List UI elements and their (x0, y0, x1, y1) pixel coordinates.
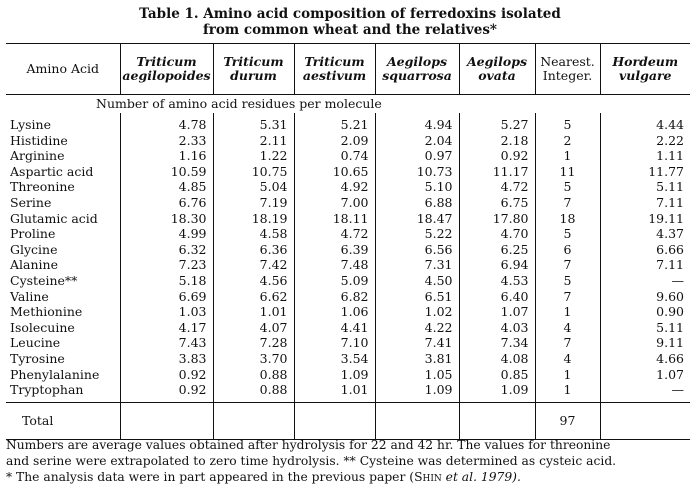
header-triticum-aegilopoides: Triticum aegilopoides (120, 44, 213, 95)
table-body (6, 95, 690, 440)
value-cell: 6.40 (459, 289, 535, 305)
value-cell: 0.92 (120, 367, 213, 383)
table-row (6, 382, 690, 402)
total-label: Total (6, 402, 120, 439)
value-cell: 7.10 (294, 335, 375, 351)
nearest-integer-cell: 7 (535, 257, 600, 273)
value-cell: 7.28 (213, 335, 294, 351)
value-cell: 3.70 (213, 351, 294, 367)
value-cell: 9.11 (600, 335, 690, 351)
value-cell: 4.99 (120, 226, 213, 242)
value-cell: 1.07 (600, 367, 690, 383)
table-row (6, 179, 690, 195)
nearest-integer-cell: 2 (535, 133, 600, 149)
value-cell: 1.11 (600, 148, 690, 164)
value-cell: 6.32 (120, 242, 213, 258)
value-cell: 5.10 (375, 179, 459, 195)
value-cell: 0.74 (294, 148, 375, 164)
value-cell: 5.18 (120, 273, 213, 289)
table-row (6, 211, 690, 227)
nearest-integer-cell: 5 (535, 179, 600, 195)
value-cell: 2.18 (459, 133, 535, 149)
nearest-integer-cell: 11 (535, 164, 600, 180)
value-cell: 0.88 (213, 382, 294, 402)
amino-acid-name: Tryptophan (10, 382, 84, 398)
table-row (6, 242, 690, 258)
table-row (6, 226, 690, 242)
value-cell: 6.88 (375, 195, 459, 211)
table-row (6, 335, 690, 351)
amino-acid-name: Methionine (10, 304, 83, 320)
value-cell: 11.77 (600, 164, 690, 180)
amino-acid-name: Phenylalanine (10, 366, 100, 382)
value-cell: 1.09 (375, 382, 459, 402)
value-cell: 1.06 (294, 304, 375, 320)
value-cell: 5.21 (294, 113, 375, 133)
header-aegilops-squarrosa: Aegilops squarrosa (375, 44, 459, 95)
value-cell: 5.31 (213, 113, 294, 133)
value-cell: 5.22 (375, 226, 459, 242)
value-cell: 6.75 (459, 195, 535, 211)
value-cell: 2.11 (213, 133, 294, 149)
header-aegilops-ovata: Aegilops ovata (459, 44, 535, 95)
value-cell: — (600, 382, 690, 402)
amino-acid-name: Serine (10, 194, 52, 210)
total-cell (459, 402, 535, 439)
table-row (6, 257, 690, 273)
value-cell: 2.04 (375, 133, 459, 149)
value-cell: 4.72 (459, 179, 535, 195)
value-cell: 6.36 (213, 242, 294, 258)
value-cell: 1.09 (294, 367, 375, 383)
value-cell: 5.11 (600, 320, 690, 336)
value-cell: 19.11 (600, 211, 690, 227)
value-cell: 6.66 (600, 242, 690, 258)
value-cell: 1.07 (459, 304, 535, 320)
value-cell: 7.31 (375, 257, 459, 273)
value-cell: 7.19 (213, 195, 294, 211)
value-cell: 11.17 (459, 164, 535, 180)
value-cell: 2.09 (294, 133, 375, 149)
table-row (6, 113, 690, 133)
value-cell: 1.05 (375, 367, 459, 383)
total-cell: 97 (535, 402, 600, 439)
nearest-integer-cell: 18 (535, 211, 600, 227)
table-row (6, 320, 690, 336)
value-cell: 6.51 (375, 289, 459, 305)
value-cell: 0.92 (459, 148, 535, 164)
value-cell: 4.07 (213, 320, 294, 336)
amino-acid-name: Glutamic acid (10, 210, 98, 226)
nearest-integer-cell: 4 (535, 320, 600, 336)
value-cell: 1.01 (294, 382, 375, 402)
value-cell: 1.22 (213, 148, 294, 164)
value-cell: 4.78 (120, 113, 213, 133)
value-cell: 0.90 (600, 304, 690, 320)
amino-acid-name: Tyrosine (10, 350, 65, 366)
table-row (6, 304, 690, 320)
value-cell: 6.62 (213, 289, 294, 305)
value-cell: 7.11 (600, 195, 690, 211)
value-cell: 5.27 (459, 113, 535, 133)
table-row (6, 133, 690, 149)
value-cell: 6.94 (459, 257, 535, 273)
nearest-integer-cell: 5 (535, 113, 600, 133)
total-cell (213, 402, 294, 439)
value-cell: 10.59 (120, 164, 213, 180)
nearest-integer-cell: 1 (535, 382, 600, 402)
value-cell: 6.76 (120, 195, 213, 211)
amino-acid-name: Histidine (10, 132, 68, 148)
subheader-text: Number of amino acid residues per molecule (96, 96, 382, 111)
total-cell (600, 402, 690, 439)
value-cell: 7.00 (294, 195, 375, 211)
value-cell: 3.83 (120, 351, 213, 367)
amino-acid-table (6, 43, 690, 440)
footnotes (6, 437, 696, 485)
value-cell: 6.82 (294, 289, 375, 305)
value-cell: 6.69 (120, 289, 213, 305)
value-cell: 4.53 (459, 273, 535, 289)
nearest-integer-cell: 5 (535, 226, 600, 242)
value-cell: 6.56 (375, 242, 459, 258)
footnote-line-1: Numbers are average values obtained after hydrolysis for 22 and 42 hr. The values for threonine (6, 438, 611, 452)
header-nearest-integer: Nearest. Integer. (535, 44, 600, 95)
total-cell (375, 402, 459, 439)
value-cell: 1.09 (459, 382, 535, 402)
value-cell: 5.09 (294, 273, 375, 289)
value-cell: 4.44 (600, 113, 690, 133)
value-cell: 7.41 (375, 335, 459, 351)
value-cell: 4.17 (120, 320, 213, 336)
value-cell: 10.73 (375, 164, 459, 180)
value-cell: 4.56 (213, 273, 294, 289)
value-cell: 4.50 (375, 273, 459, 289)
nearest-integer-cell: 6 (535, 242, 600, 258)
header-amino-acid: Amino Acid (6, 44, 120, 95)
value-cell: 18.11 (294, 211, 375, 227)
footnote-author: Shin (414, 470, 442, 484)
value-cell: 0.85 (459, 367, 535, 383)
amino-acid-name: Alanine (10, 257, 58, 273)
value-cell: 0.97 (375, 148, 459, 164)
caption-line-1: Table 1. Amino acid composition of ferredoxins isolated (139, 6, 561, 22)
value-cell: 7.48 (294, 257, 375, 273)
table-row (6, 164, 690, 180)
nearest-integer-cell: 1 (535, 367, 600, 383)
nearest-integer-cell: 7 (535, 335, 600, 351)
value-cell: 17.80 (459, 211, 535, 227)
value-cell: 7.43 (120, 335, 213, 351)
value-cell: 0.88 (213, 367, 294, 383)
value-cell: 4.92 (294, 179, 375, 195)
table-row (6, 367, 690, 383)
amino-acid-name: Cysteine** (10, 272, 78, 288)
value-cell: 1.16 (120, 148, 213, 164)
value-cell: 1.03 (120, 304, 213, 320)
value-cell: — (600, 273, 690, 289)
value-cell: 4.85 (120, 179, 213, 195)
value-cell: 4.41 (294, 320, 375, 336)
value-cell: 7.34 (459, 335, 535, 351)
nearest-integer-cell: 1 (535, 304, 600, 320)
value-cell: 10.65 (294, 164, 375, 180)
amino-acid-name: Threonine (10, 179, 75, 195)
value-cell: 1.01 (213, 304, 294, 320)
table-header-row (6, 44, 690, 95)
amino-acid-name: Arginine (10, 148, 65, 164)
value-cell: 4.37 (600, 226, 690, 242)
amino-acid-name: Valine (10, 288, 49, 304)
caption-line-2: from common wheat and the relatives* (202, 22, 497, 38)
footnote-line-3: * The analysis data were in part appeared in the previous paper (Shin et al. 1979). (6, 470, 521, 484)
value-cell: 4.72 (294, 226, 375, 242)
nearest-integer-cell: 4 (535, 351, 600, 367)
header-hordeum-vulgare: Hordeum vulgare (600, 44, 690, 95)
table-row (6, 351, 690, 367)
amino-acid-name: Isolecuine (10, 319, 75, 335)
value-cell: 3.54 (294, 351, 375, 367)
header-triticum-aestivum: Triticum aestivum (294, 44, 375, 95)
nearest-integer-cell: 1 (535, 148, 600, 164)
value-cell: 4.22 (375, 320, 459, 336)
value-cell: 0.92 (120, 382, 213, 402)
value-cell: 7.11 (600, 257, 690, 273)
value-cell: 2.22 (600, 133, 690, 149)
table-caption (0, 6, 700, 38)
footnote-line-2: and serine were extrapolated to zero time hydrolysis. ** Cysteine was determined as cysteic acid. (6, 454, 617, 468)
nearest-integer-cell: 7 (535, 289, 600, 305)
amino-acid-name: Aspartic acid (10, 163, 94, 179)
value-cell: 1.02 (375, 304, 459, 320)
total-cell (294, 402, 375, 439)
value-cell: 18.47 (375, 211, 459, 227)
header-triticum-durum: Triticum durum (213, 44, 294, 95)
value-cell: 5.11 (600, 179, 690, 195)
value-cell: 9.60 (600, 289, 690, 305)
amino-acid-name: Leucine (10, 335, 61, 351)
amino-acid-name: Lysine (10, 117, 52, 132)
table-row (6, 273, 690, 289)
value-cell: 4.03 (459, 320, 535, 336)
value-cell: 18.19 (213, 211, 294, 227)
subheader-row (6, 95, 690, 114)
value-cell: 4.70 (459, 226, 535, 242)
table-row (6, 148, 690, 164)
value-cell: 2.33 (120, 133, 213, 149)
table-row (6, 195, 690, 211)
total-cell (120, 402, 213, 439)
value-cell: 3.81 (375, 351, 459, 367)
value-cell: 6.39 (294, 242, 375, 258)
value-cell: 18.30 (120, 211, 213, 227)
value-cell: 5.04 (213, 179, 294, 195)
value-cell: 7.23 (120, 257, 213, 273)
value-cell: 4.58 (213, 226, 294, 242)
value-cell: 4.94 (375, 113, 459, 133)
amino-acid-name: Proline (10, 226, 56, 242)
value-cell: 10.75 (213, 164, 294, 180)
nearest-integer-cell: 5 (535, 273, 600, 289)
table-row (6, 289, 690, 305)
total-row (6, 402, 690, 439)
value-cell: 7.42 (213, 257, 294, 273)
amino-acid-name: Glycine (10, 241, 58, 257)
value-cell: 4.66 (600, 351, 690, 367)
nearest-integer-cell: 7 (535, 195, 600, 211)
value-cell: 4.08 (459, 351, 535, 367)
value-cell: 6.25 (459, 242, 535, 258)
